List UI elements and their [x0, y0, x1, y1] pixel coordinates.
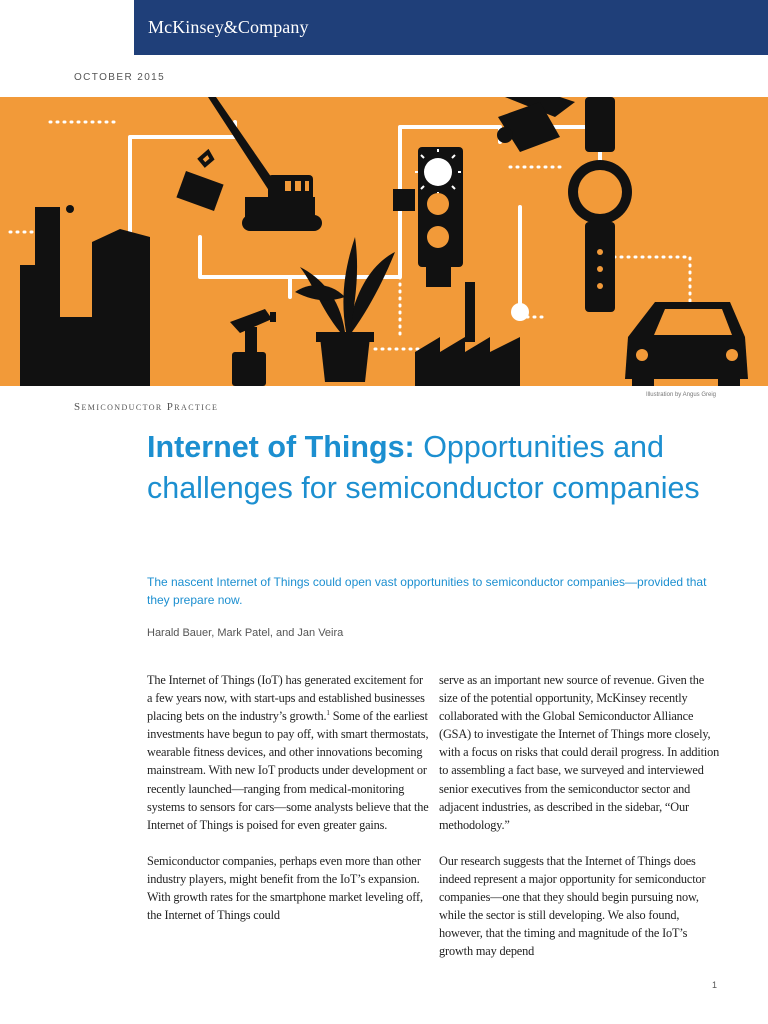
article-title [147, 427, 707, 509]
oil-pump-icon [230, 309, 276, 386]
body-paragraph: The Internet of Things (IoT) has generated excitement for a few years now, with start-ups and established businesses placing bets on the industry’s growth.$^1$ Some of the earliest investments have begun to pay off, with smart thermostats, wearable fitness devices, and other innovations becoming mainstream. With new IoT products under development or recently launched—ranging from medical-monitoring systems to sensors for cars—some analysts believe that the Internet of Things is poised for even greater gains. [147, 673, 429, 832]
smartwatch-icon [568, 97, 632, 312]
publication-date: OCTOBER 2015 [74, 72, 166, 83]
body-paragraph: serve as an important new source of revenue. Given the size of the potential opportunity, McKinsey recently collaborated with the Global Semiconductor Alliance (GSA) to investigate the Internet of Things more closely, with a focus on risks that could derail progress. In addition to assembling a fact base, we surveyed and interviewed senior executives from the semiconductor sector and adjacent industries, as described in the sidebar, “Our methodology.” [439, 673, 720, 832]
brand-bar [134, 0, 768, 55]
crane-icon [176, 97, 322, 231]
factory-icon [20, 205, 150, 386]
article-authors: Harald Bauer, Mark Patel, and Jan Veira [147, 627, 344, 639]
desk-lamp-icon [497, 97, 575, 321]
car-icon [625, 302, 748, 386]
body-column-right [439, 671, 721, 960]
title-bold: Internet of Things: [147, 430, 415, 464]
illustration-credit: Illustration by Angus Greig [645, 392, 716, 398]
practice-label: Semiconductor Practice [74, 401, 219, 413]
industrial-plant-icon [415, 282, 520, 386]
hero-illustration [0, 97, 768, 386]
footnote-marker[interactable]: 1 [326, 709, 330, 718]
body-paragraph: Our research suggests that the Internet of Things does indeed represent a major opportunity for semiconductor companies—one that they should begin pursuing now, while the sector is still developing. We also found, however, that the timing and magnitude of the IoT’s growth may depend [439, 853, 706, 959]
page-number: 1 [712, 980, 718, 990]
traffic-light-icon [393, 147, 463, 287]
article-deck: The nascent Internet of Things could open vast opportunities to semiconductor companies—provided that they prepare now. [147, 575, 707, 607]
plant-icon [295, 237, 395, 382]
title-regular: Opportunities and challenges for semiconductor companies [147, 430, 700, 505]
body-column-left [147, 671, 429, 924]
body-paragraph: Semiconductor companies, perhaps even more than other industry players, might benefit from the IoT’s expansion. With growth rates for the smartphone market leveling off, the Internet of Things could [147, 853, 423, 923]
brand-logo: McKinsey&Company [148, 17, 309, 37]
